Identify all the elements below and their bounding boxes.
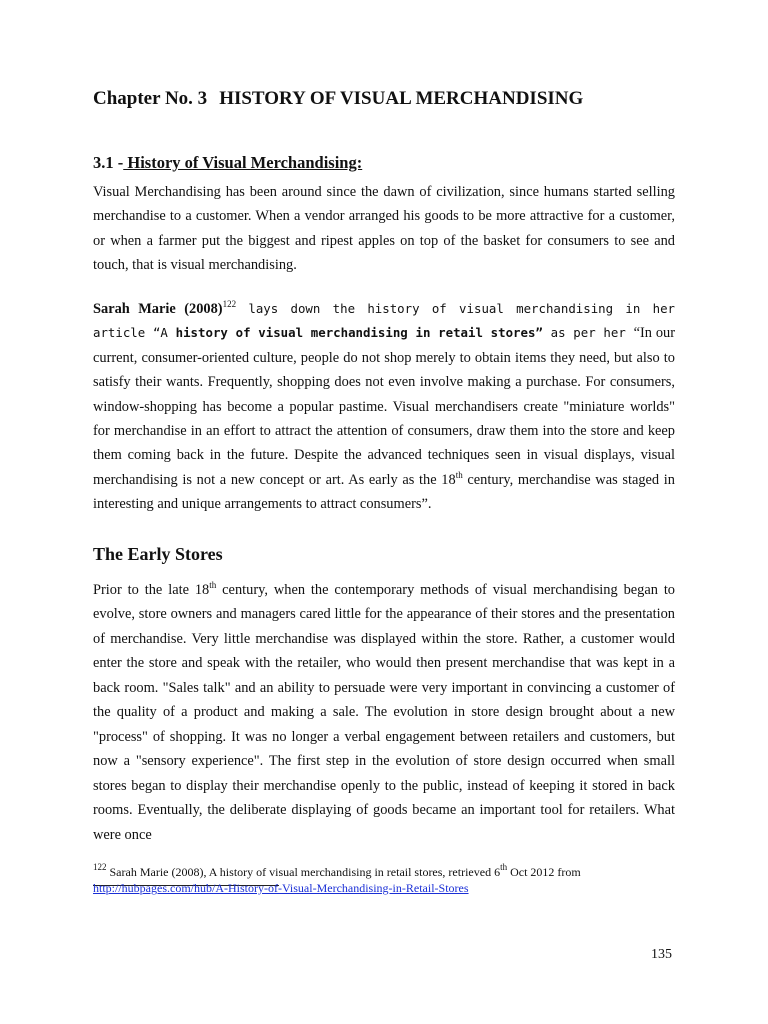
section-number: 3.1 - — [93, 153, 124, 172]
subheading-early-stores: The Early Stores — [93, 544, 223, 564]
section-heading — [93, 152, 362, 174]
early-stores-part-1: Prior to the late 18 — [93, 582, 210, 598]
footnote-text-1: Sarah Marie (2008), A history of visual merchandising in retail stores, retrieved 6 — [106, 865, 501, 879]
citation-as-per: as per her — [542, 325, 634, 341]
footnote — [93, 864, 693, 896]
footnote-text-2: Oct 2012 from — [507, 865, 581, 879]
paragraph-intro: Visual Merchandising has been around since the dawn of civilization, since humans started selling merchandise to a customer. When a vendor arranged his goods to be more attractive for a customer, or when a farmer put the biggest and ripest apples on top of the basket for consumers to see and touch, that is visual merchandising. — [93, 184, 675, 273]
footnote-superscript: th — [500, 862, 508, 872]
quote-superscript: th — [455, 469, 463, 480]
author-citation: Sarah Marie (2008) — [93, 301, 223, 317]
chapter-title — [93, 86, 693, 112]
section-title: History of Visual Merchandising: — [123, 153, 363, 172]
quote-part-2: century, merchandise was staged in interesting and unique arrangements to attract consumers”. — [93, 471, 676, 513]
page-number: 135 — [651, 947, 672, 962]
paragraph-sarah-marie — [93, 297, 675, 517]
footnote-link[interactable]: http://hubpages.com/hub/A-History-of-Visual-Merchandising-in-Retail-Stores — [93, 881, 469, 895]
paragraph-early-stores — [93, 578, 675, 847]
early-stores-part-2: century, when the contemporary methods of visual merchandising began to evolve, store owners and managers cared little for the appearance of their stores and the presentation of merchandise. Very little merchandise was displayed within the store. Rather, a customer would enter the store and speak with the retailer, who would then present merchandise that was kept in a back room. "Sales talk" and an ability to persuade were very important in convincing a customer of the quality of a product and making a sale. The evolution in store design brought about a new "process" of shopping. It was no longer a verbal engagement between retailers and customers, but now a "sensory experience". The first step in the evolution of store design occurred when small stores began to display their merchandise openly to the public, instead of keeping it stored in back rooms. Eventually, the deliberate displaying of goods became an important tool for retailers. What were once — [93, 582, 676, 843]
quote-part-1: “In our current, consumer-oriented culture, people do not shop merely to obtain items they need, but also to satisfy their wants. Frequently, shopping does not even involve making a purchase. For consumers, window-shopping has become a popular pastime. Visual merchandisers create "miniature worlds" for merchandise in an effort to attract the attention of consumers, draw them into the store and keep them coming back in the future. Despite the advanced techniques seen in visual displays, visual merchandising is not a new concept or art. As early as the 18 — [93, 325, 676, 488]
footnote-reference: 122 — [222, 299, 237, 309]
footnote-number: 122 — [93, 862, 107, 872]
article-title: history of visual merchandising in retail stores” — [175, 325, 543, 341]
citation-lead: lays down the history of visual merchandising in her article “A — [93, 301, 675, 341]
chapter-name: HISTORY OF VISUAL MERCHANDISING — [219, 88, 584, 109]
chapter-label: Chapter No. 3 — [93, 88, 208, 109]
early-stores-superscript: th — [209, 580, 217, 590]
